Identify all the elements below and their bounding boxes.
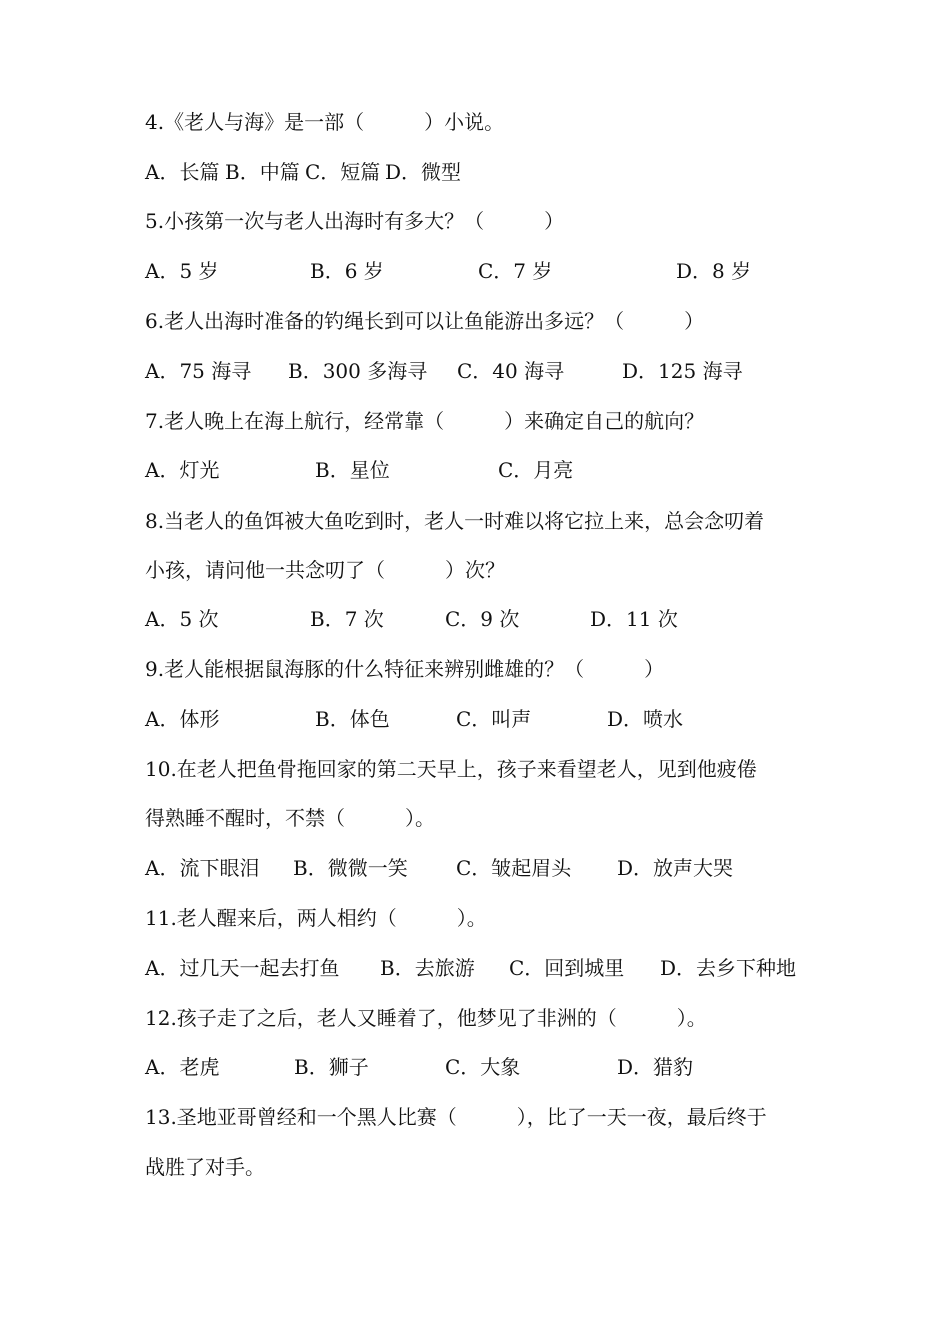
question-8-option-c: C．9 次 <box>445 607 520 631</box>
question-10-option-b: B．微微一笑 <box>293 856 408 880</box>
question-11-stem: 11.老人醒来后，两人相约（ ）。 <box>145 906 487 930</box>
question-13-stem-line-2: 战胜了对手。 <box>145 1155 265 1179</box>
question-6-option-d: D．125 海寻 <box>622 359 743 383</box>
question-7-option-c: C．月亮 <box>498 458 574 482</box>
question-11-option-c: C．回到城里 <box>509 956 625 980</box>
question-4-option-b: B．中篇 <box>225 160 300 184</box>
question-9-option-a: A．体形 <box>145 707 220 731</box>
question-5-option-a: A．5 岁 <box>145 259 219 283</box>
question-4-option-a: A．长篇 <box>145 160 220 184</box>
question-10-stem-line-2: 得熟睡不醒时，不禁（ ）。 <box>145 806 435 830</box>
question-12-option-a: A．老虎 <box>145 1055 220 1079</box>
question-9-option-c: C．叫声 <box>456 707 532 731</box>
question-4-option-c: C．短篇 <box>305 160 381 184</box>
question-8-option-b: B．7 次 <box>310 607 384 631</box>
question-7-option-a: A．灯光 <box>145 458 220 482</box>
question-8-stem-line-2: 小孩，请问他一共念叨了（ ）次？ <box>145 558 505 582</box>
question-10-option-c: C．皱起眉头 <box>456 856 572 880</box>
question-9-option-d: D．喷水 <box>607 707 684 731</box>
question-5-option-d: D．8 岁 <box>676 259 752 283</box>
question-6-option-c: C．40 海寻 <box>457 359 565 383</box>
question-12-option-b: B．狮子 <box>294 1055 369 1079</box>
question-4-option-d: D．微型 <box>385 160 462 184</box>
question-6-option-a: A．75 海寻 <box>145 359 252 383</box>
question-12-stem: 12.孩子走了之后，老人又睡着了，他梦见了非洲的（ ）。 <box>145 1006 707 1030</box>
question-6-option-b: B．300 多海寻 <box>288 359 428 383</box>
question-6-stem: 6.老人出海时准备的钓绳长到可以让鱼能游出多远？（ ） <box>145 309 705 333</box>
question-5-option-b: B．6 岁 <box>310 259 384 283</box>
question-4-stem: 4.《老人与海》是一部（ ）小说。 <box>145 110 505 134</box>
question-9-option-b: B．体色 <box>315 707 390 731</box>
question-11-option-b: B．去旅游 <box>380 956 475 980</box>
question-12-option-d: D．猎豹 <box>617 1055 694 1079</box>
question-12-option-c: C．大象 <box>445 1055 521 1079</box>
question-8-stem-line-1: 8.当老人的鱼饵被大鱼吃到时，老人一时难以将它拉上来，总会念叨着 <box>145 509 765 533</box>
question-10-stem-line-1: 10.在老人把鱼骨拖回家的第二天早上，孩子来看望老人，见到他疲倦 <box>145 757 757 781</box>
question-11-option-d: D．去乡下种地 <box>660 956 797 980</box>
question-5-option-c: C．7 岁 <box>478 259 553 283</box>
question-5-stem: 5.小孩第一次与老人出海时有多大？（ ） <box>145 209 565 233</box>
question-10-option-a: A．流下眼泪 <box>145 856 260 880</box>
question-13-stem-line-1: 13.圣地亚哥曾经和一个黑人比赛（ ），比了一天一夜，最后终于 <box>145 1105 767 1129</box>
question-9-stem: 9.老人能根据鼠海豚的什么特征来辨别雌雄的？（ ） <box>145 657 665 681</box>
question-8-option-a: A．5 次 <box>145 607 219 631</box>
question-7-stem: 7.老人晚上在海上航行，经常靠（ ）来确定自己的航向？ <box>145 409 705 433</box>
question-7-option-b: B．星位 <box>315 458 390 482</box>
question-10-option-d: D．放声大哭 <box>617 856 734 880</box>
question-11-option-a: A．过几天一起去打鱼 <box>145 956 340 980</box>
question-8-option-d: D．11 次 <box>590 607 678 631</box>
